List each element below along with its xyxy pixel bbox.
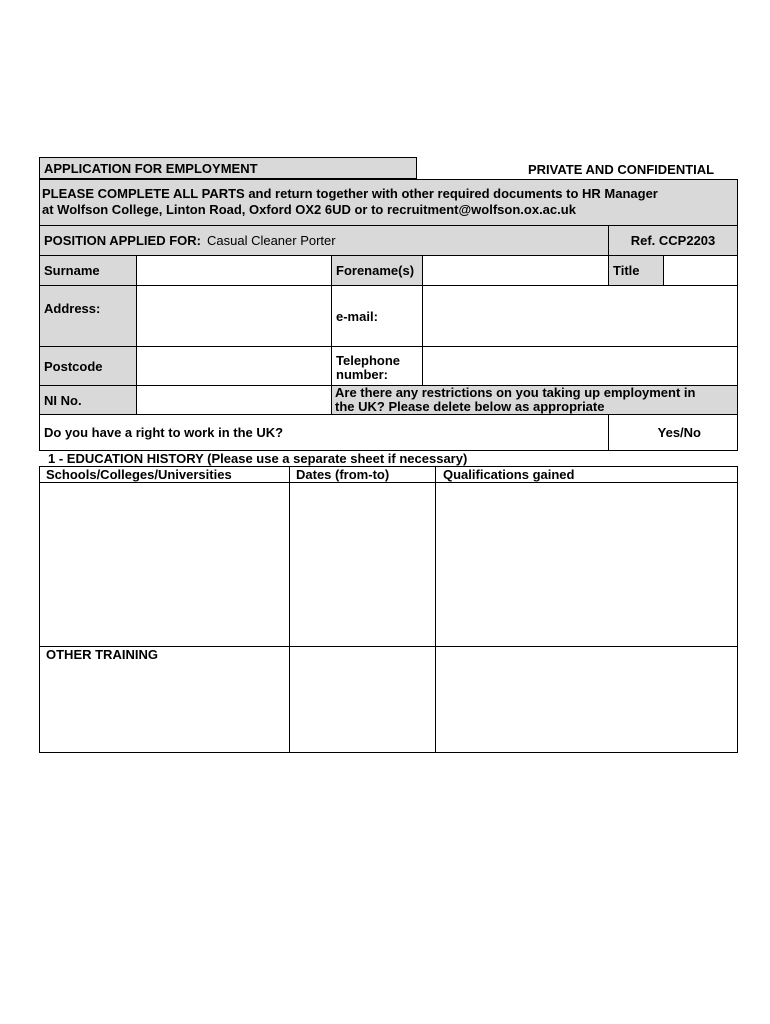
surname-field[interactable] xyxy=(136,255,332,286)
form-title-box xyxy=(39,157,417,179)
other-training-field[interactable] xyxy=(40,664,289,752)
ni-label-cell xyxy=(39,385,137,415)
instructions-line-1: PLEASE COMPLETE ALL PARTS and return together with other required documents to HR Manager xyxy=(42,186,658,201)
right-to-work-answer-cell[interactable] xyxy=(608,414,738,451)
address-label: Address: xyxy=(44,301,101,316)
other-training-dates-field[interactable] xyxy=(290,647,435,752)
title-field[interactable] xyxy=(663,255,738,286)
restrictions-line-2: the UK? Please delete below as appropriate xyxy=(335,399,605,414)
education-dates-field[interactable] xyxy=(290,483,435,646)
education-col-header-dates: Dates (from-to) xyxy=(296,467,390,482)
address-field[interactable] xyxy=(136,285,332,347)
postcode-label-cell xyxy=(39,346,137,386)
instructions-box xyxy=(39,179,738,226)
other-training-label: OTHER TRAINING xyxy=(46,647,158,662)
postcode-label: Postcode xyxy=(44,358,103,374)
restrictions-question xyxy=(331,385,738,415)
surname-label-cell xyxy=(39,255,137,286)
right-to-work-answer: Yes/No xyxy=(657,425,701,440)
position-label: POSITION APPLIED FOR: xyxy=(44,233,201,248)
title-label: Title xyxy=(613,263,640,278)
education-schools-field[interactable] xyxy=(40,483,289,646)
ni-field[interactable] xyxy=(136,385,332,415)
telephone-label-line-2: number: xyxy=(336,367,388,382)
telephone-label-line-1: Telephone xyxy=(336,353,401,368)
right-to-work-question-cell xyxy=(39,414,609,451)
email-label-cell xyxy=(331,285,423,347)
title-label-cell xyxy=(608,255,664,286)
email-label: e-mail: xyxy=(336,308,378,324)
telephone-label-cell xyxy=(331,346,423,386)
forename-field[interactable] xyxy=(422,255,609,286)
position-value: Casual Cleaner Porter xyxy=(206,233,336,248)
address-label-cell xyxy=(39,285,137,347)
confidential-label: PRIVATE AND CONFIDENTIAL xyxy=(528,162,715,177)
ni-label: NI No. xyxy=(44,392,82,408)
forename-label: Forename(s) xyxy=(336,263,415,278)
education-qualifications-field[interactable] xyxy=(436,483,737,646)
right-to-work-question: Do you have a right to work in the UK? xyxy=(44,425,284,440)
other-training-qualifications-field[interactable] xyxy=(436,647,737,752)
reference-number: Ref. CCP2203 xyxy=(630,233,716,248)
form-title: APPLICATION FOR EMPLOYMENT xyxy=(44,160,258,176)
telephone-field[interactable] xyxy=(422,346,738,386)
education-section-title: 1 - EDUCATION HISTORY (Please use a separate sheet if necessary) xyxy=(48,451,468,466)
instructions-line-2: at Wolfson College, Linton Road, Oxford OX2 6UD or to recruitment@wolfson.ox.ac.uk xyxy=(42,202,576,217)
surname-label: Surname xyxy=(44,263,100,278)
postcode-field[interactable] xyxy=(136,346,332,386)
position-row xyxy=(39,225,609,256)
education-col-header-schools: Schools/Colleges/Universities xyxy=(46,467,232,482)
education-col-header-qualifications: Qualifications gained xyxy=(443,467,575,482)
forename-label-cell xyxy=(331,255,423,286)
email-field[interactable] xyxy=(422,285,738,347)
restrictions-line-1: Are there any restrictions on you taking up employment in xyxy=(335,385,696,400)
reference-box xyxy=(608,225,738,256)
